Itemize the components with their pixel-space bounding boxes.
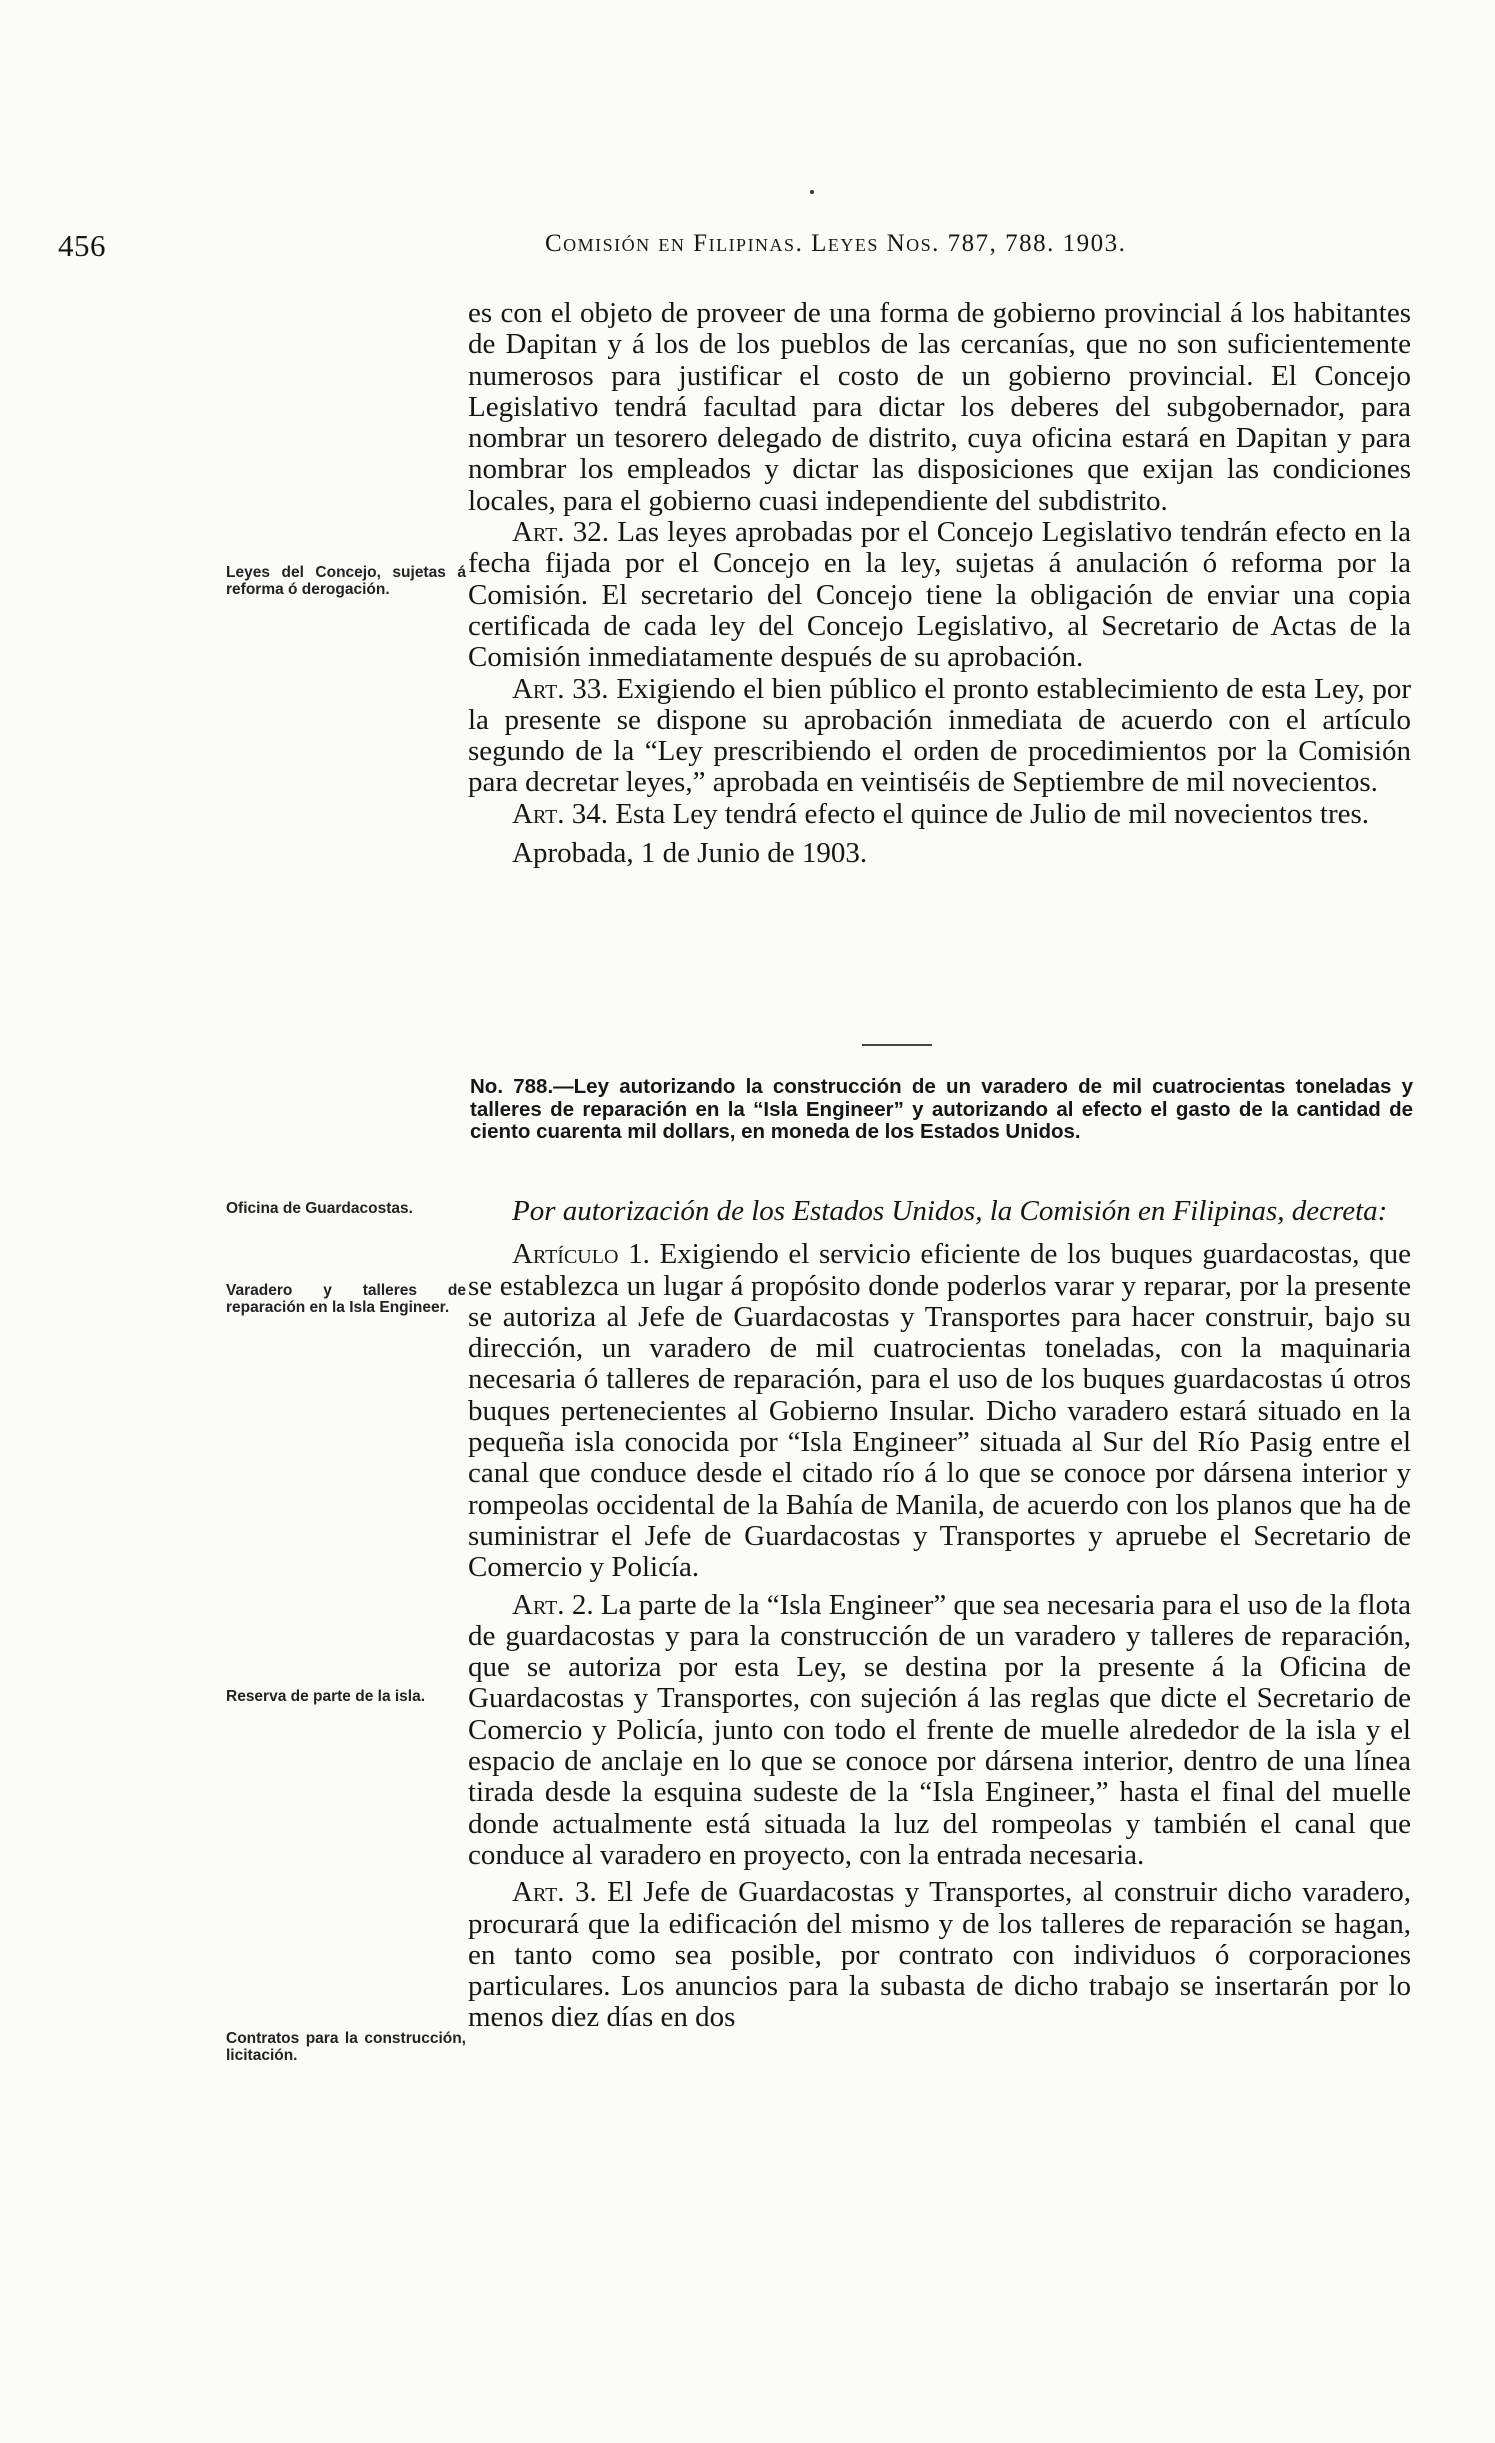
law788-heading: No. 788.—Ley autorizando la construcción de un varadero de mil cuatrocientas toneladas y talleres de reparación en la “Isla Engineer” y autorizando al efecto el gasto de la cantidad de ciento cuarenta mil dollars, en moneda de los Estados Unidos. (470, 1075, 1413, 1143)
margin-note: Oficina de Guardacostas. (226, 1200, 413, 1217)
article-label: Artículo 1. (512, 1238, 650, 1271)
article-text: La parte de la “Isla Engineer” que sea necesaria para el uso de la flota de guardacostas y para la construcción de un varadero y talleres de reparación, que se autoriza por esta Ley, se destina por la presente á la Oficina de Guardacostas y Transportes, con sujeción á las reglas que dicte el Secretario de Comercio y Policía, junto con todo el frente de muelle alrededor de la isla y el espacio de anclaje en lo que se conoce por dársena interior, dentro de una línea tirada desde la esquina sudeste de la “Isla Engineer,” hasta el final del muelle donde actualmente está situada la luz del rompeolas y también el canal que conduce al varadero en proyecto, con la entrada necesaria. (468, 1588, 1411, 1871)
article-text: Esta Ley tendrá efecto el quince de Julio de mil novecientos tres. (615, 797, 1370, 830)
article-label: Art. 3. (512, 1876, 597, 1909)
ink-speck (810, 190, 814, 194)
continued-paragraph: es con el objeto de proveer de una forma de gobierno provincial á los habitantes de Dapitan y á los de los pueblos de las cercanías, que no son suficientemente numerosos para justificar el costo de un gobierno provincial. El Concejo Legislativo tendrá facultad para dictar los deberes del subgobernador, para nombrar un tesorero delegado de distrito, cuya oficina estará en Dapitan y para nombrar los empleados y dictar las disposiciones que exijan las condiciones locales, para el gobierno cuasi independiente del subdistrito. (468, 297, 1411, 517)
article-label: Art. 33. (512, 672, 609, 705)
article-label: Art. 32. (512, 516, 609, 549)
margin-note: Leyes del Concejo, sujetas á reforma ó derogación. (226, 564, 466, 598)
article-2 (468, 1590, 1411, 1872)
running-title: Comisión en Filipinas. Leyes Nos. 787, 788. 1903. (545, 230, 1127, 257)
article-text: El Jefe de Guardacostas y Transportes, al construir dicho varadero, procurará que la edificación del mismo y de los talleres de reparación se hagan, en tanto como sea posible, por contrato con individuos ó corporaciones particulares. Los anuncios para la subasta de dicho trabajo se insertarán por lo menos diez días en dos (468, 1876, 1411, 2034)
margin-note: Contratos para la construcción, licitación. (226, 2030, 466, 2064)
law787-continuation (468, 298, 1411, 869)
margin-note: Varadero y talleres de reparación en la Isla Engineer. (226, 1282, 466, 1316)
article-1 (468, 1239, 1411, 1583)
article-34 (468, 799, 1411, 830)
page-number: 456 (58, 228, 106, 263)
article-32 (468, 517, 1411, 673)
margin-note: Reserva de parte de la isla. (226, 1688, 426, 1705)
article-text: Exigiendo el servicio eficiente de los buques guardacostas, que se establezca un lugar á propósito donde poderlos varar y reparar, por la presente se autoriza al Jefe de Guardacostas y Transportes para hacer construir, bajo su dirección, un varadero de mil cuatrocientas toneladas, con la maquinaria necesaria ó talleres de reparación, para el uso de los buques guardacostas ú otros buques pertenecientes al Gobierno Insular. Dicho varadero estará situado en la pequeña isla conocida por “Isla Engineer” situada al Sur del Río Pasig entre el canal que conduce desde el citado río á lo que se conoce por dársena interior y rompeolas occidental de la Bahía de Manila, de acuerdo con los planos que ha de suministrar el Jefe de Guardacostas y Transportes y apruebe el Secretario de Comercio y Policía. (468, 1238, 1412, 1584)
article-text: Exigiendo el bien público el pronto establecimiento de esta Ley, por la presente se dispone su aprobación inmediata de acuerdo con el artículo segundo de la “Ley prescribiendo el orden de procedimientos por la Comisión para decretar leyes,” aprobada en veintiséis de Septiembre de mil novecientos. (468, 672, 1411, 799)
article-33 (468, 674, 1411, 799)
enacting-clause: Por autorización de los Estados Unidos, la Comisión en Filipinas, decreta: (512, 1195, 1388, 1227)
running-header (58, 226, 1378, 270)
section-divider (862, 1044, 932, 1046)
article-text: Las leyes aprobadas por el Concejo Legislativo tendrán efecto en la fecha fijada por el Concejo en la ley, sujetas á anulación ó reforma por la Comisión. El secretario del Concejo tiene la obligación de enviar una copia certificada de cada ley del Concejo Legislativo, al Secretario de Actas de la Comisión inmediatamente después de su aprobación. (468, 516, 1411, 674)
article-label: Art. 34. (512, 797, 609, 830)
law788-body (468, 1196, 1411, 2034)
approval-date: Aprobada, 1 de Junio de 1903. (512, 837, 868, 870)
article-3 (468, 1877, 1411, 2033)
article-label: Art. 2. (512, 1588, 594, 1621)
